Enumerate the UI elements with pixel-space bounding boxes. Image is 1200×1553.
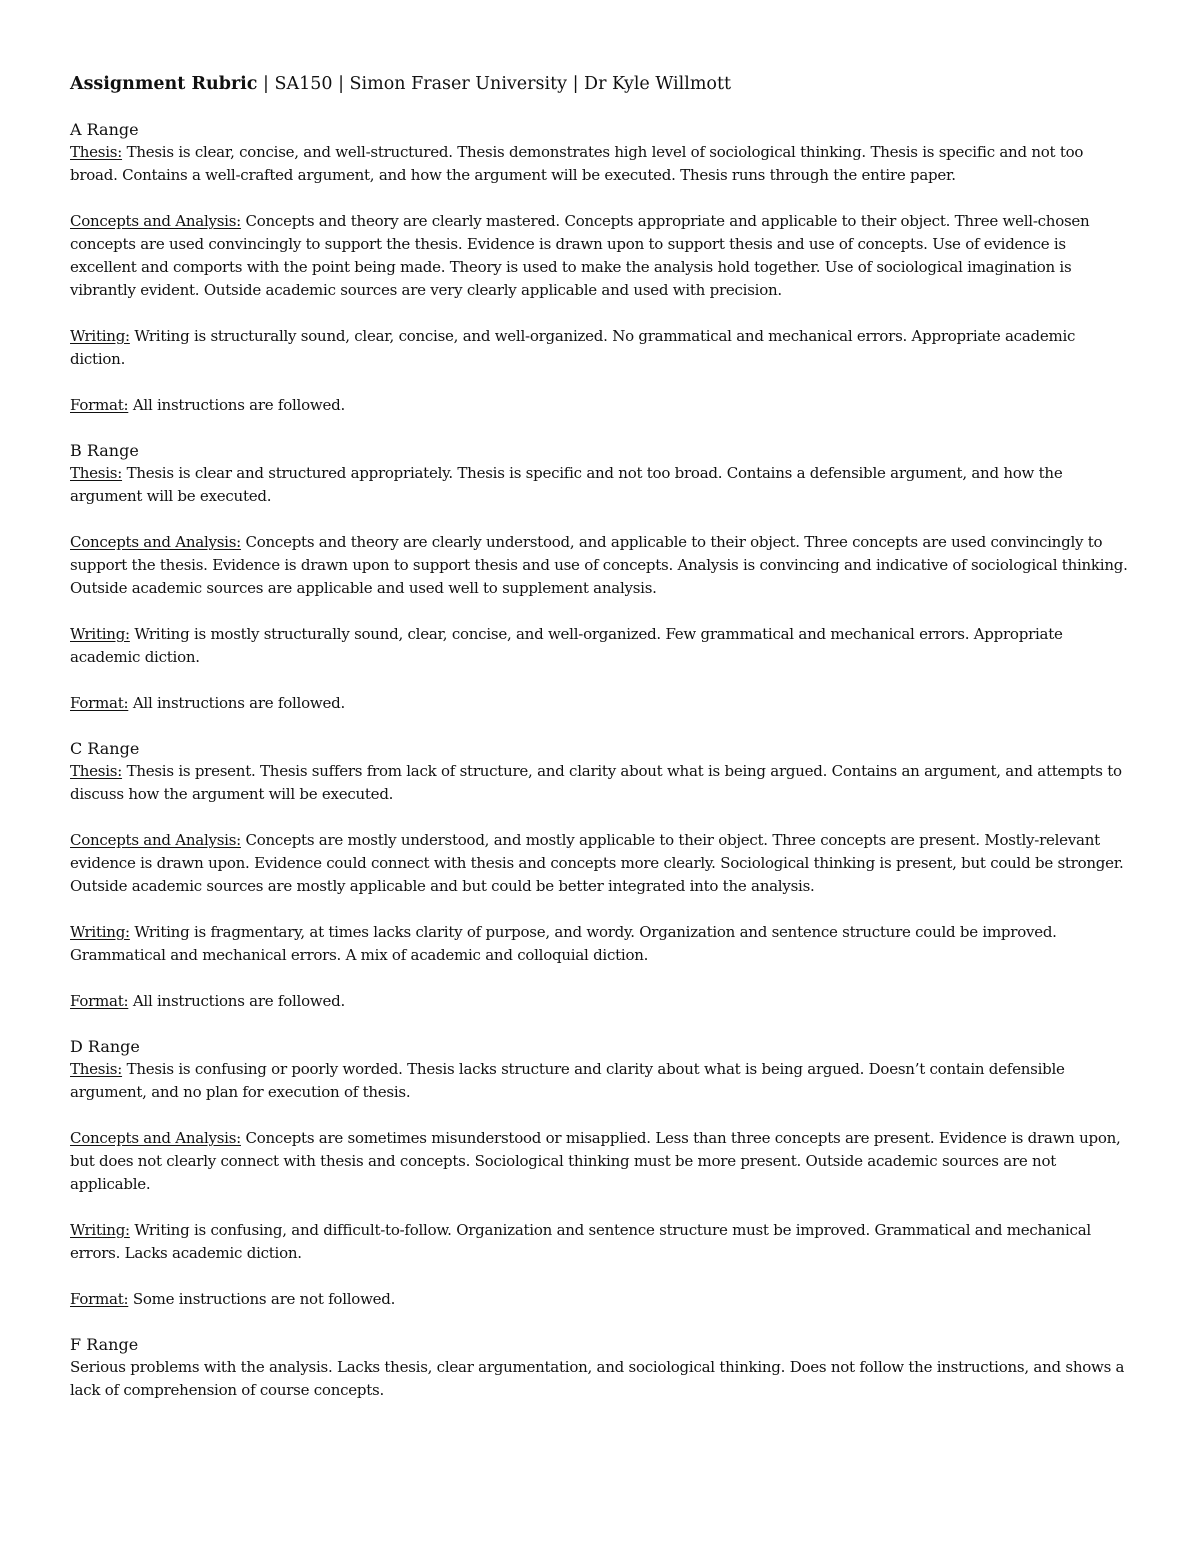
criterion-label: Writing: (70, 923, 130, 941)
writing-criterion (70, 921, 1132, 967)
criterion-text: Serious problems with the analysis. Lacks thesis, clear argumentation, and sociological thinking. Does not follow the instructions, and shows a lack of comprehension of course concepts. (70, 1358, 1125, 1399)
criterion-text: Concepts are sometimes misunderstood or misapplied. Less than three concepts are present. Evidence is drawn upon, but does not clearly connect with thesis and concepts. Sociological thinking must be more present. Outside academic sources are not applicable. (70, 1129, 1121, 1193)
range-d (70, 1035, 1132, 1311)
range-heading: C Range (70, 739, 140, 758)
criterion-label: Concepts and Analysis: (70, 533, 241, 551)
page-title (70, 72, 1132, 96)
criterion-label: Concepts and Analysis: (70, 212, 241, 230)
criterion-label: Concepts and Analysis: (70, 831, 241, 849)
range-heading: B Range (70, 441, 139, 460)
criterion-text: Thesis is confusing or poorly worded. Thesis lacks structure and clarity about what is being argued. Doesn’t contain defensible argument, and no plan for execution of thesis. (70, 1060, 1065, 1101)
criterion-label: Format: (70, 992, 129, 1010)
criterion-text: Writing is mostly structurally sound, clear, concise, and well-organized. Few grammatical and mechanical errors. Appropriate academic diction. (70, 625, 1063, 666)
concepts-criterion (70, 210, 1132, 302)
criterion-text: All instructions are followed. (128, 992, 345, 1010)
thesis-criterion (70, 462, 1132, 508)
criterion-text: Concepts and theory are clearly understood, and applicable to their object. Three concepts are used convincingly to support the thesis. Evidence is drawn upon to support thesis and use of concepts. Analysis is convincing and indicative of sociological thinking. Outside academic sources are applicable and used well to supplement analysis. (70, 533, 1128, 597)
criterion-text: Thesis is clear, concise, and well-structured. Thesis demonstrates high level of sociological thinking. Thesis is specific and not too broad. Contains a well-crafted argument, and how the argument will be executed. Thesis runs through the entire paper. (70, 143, 1084, 184)
criterion-text: Thesis is present. Thesis suffers from lack of structure, and clarity about what is being argued. Contains an argument, and attempts to discuss how the argument will be executed. (70, 762, 1122, 803)
criterion-text: Thesis is clear and structured appropriately. Thesis is specific and not too broad. Contains a defensible argument, and how the argument will be executed. (70, 464, 1063, 505)
f-range-description (70, 1356, 1132, 1402)
range-b (70, 439, 1132, 715)
thesis-criterion (70, 1058, 1132, 1104)
thesis-criterion (70, 760, 1132, 806)
concepts-criterion (70, 1127, 1132, 1196)
range-heading: D Range (70, 1037, 140, 1056)
range-f (70, 1333, 1132, 1402)
range-c (70, 737, 1132, 1013)
criterion-text: Some instructions are not followed. (128, 1290, 396, 1308)
criterion-text: All instructions are followed. (128, 396, 345, 414)
criterion-label: Format: (70, 1290, 129, 1308)
criterion-label: Thesis: (70, 464, 123, 482)
format-criterion (70, 1288, 1132, 1311)
criterion-label: Format: (70, 396, 129, 414)
format-criterion (70, 394, 1132, 417)
criterion-label: Writing: (70, 327, 130, 345)
range-a (70, 118, 1132, 417)
concepts-criterion (70, 829, 1132, 898)
format-criterion (70, 990, 1132, 1013)
criterion-label: Writing: (70, 1221, 130, 1239)
rubric-document (70, 72, 1132, 1424)
criterion-text: Writing is fragmentary, at times lacks clarity of purpose, and wordy. Organization and sentence structure could be improved. Grammatical and mechanical errors. A mix of academic and colloquial diction. (70, 923, 1057, 964)
criterion-text: Writing is structurally sound, clear, concise, and well-organized. No grammatical and mechanical errors. Appropriate academic diction. (70, 327, 1076, 368)
criterion-text: All instructions are followed. (128, 694, 345, 712)
writing-criterion (70, 325, 1132, 371)
criterion-label: Thesis: (70, 762, 123, 780)
criterion-label: Thesis: (70, 143, 123, 161)
range-heading: A Range (70, 120, 139, 139)
criterion-text: Concepts are mostly understood, and mostly applicable to their object. Three concepts are present. Mostly-relevant evidence is drawn upon. Evidence could connect with thesis and concepts more clearly. Sociological thinking is present, but could be stronger. Outside academic sources are mostly applicable and but could be better integrated into the analysis. (70, 831, 1124, 895)
criterion-text: Concepts and theory are clearly mastered. Concepts appropriate and applicable to their object. Three well-chosen concepts are used convincingly to support the thesis. Evidence is drawn upon to support thesis and use of concepts. Use of evidence is excellent and comports with the point being made. Theory is used to make the analysis hold together. Use of sociological imagination is vibrantly evident. Outside academic sources are very clearly applicable and used with precision. (70, 212, 1090, 299)
criterion-label: Format: (70, 694, 129, 712)
concepts-criterion (70, 531, 1132, 600)
criterion-label: Thesis: (70, 1060, 123, 1078)
range-heading: F Range (70, 1335, 139, 1354)
thesis-criterion (70, 141, 1132, 187)
title-bold: Assignment Rubric (70, 74, 258, 94)
title-rest: | SA150 | Simon Fraser University | Dr Kyle Willmott (257, 74, 732, 94)
criterion-label: Writing: (70, 625, 130, 643)
writing-criterion (70, 1219, 1132, 1265)
format-criterion (70, 692, 1132, 715)
criterion-text: Writing is confusing, and difficult-to-follow. Organization and sentence structure must be improved. Grammatical and mechanical errors. Lacks academic diction. (70, 1221, 1091, 1262)
writing-criterion (70, 623, 1132, 669)
criterion-label: Concepts and Analysis: (70, 1129, 241, 1147)
